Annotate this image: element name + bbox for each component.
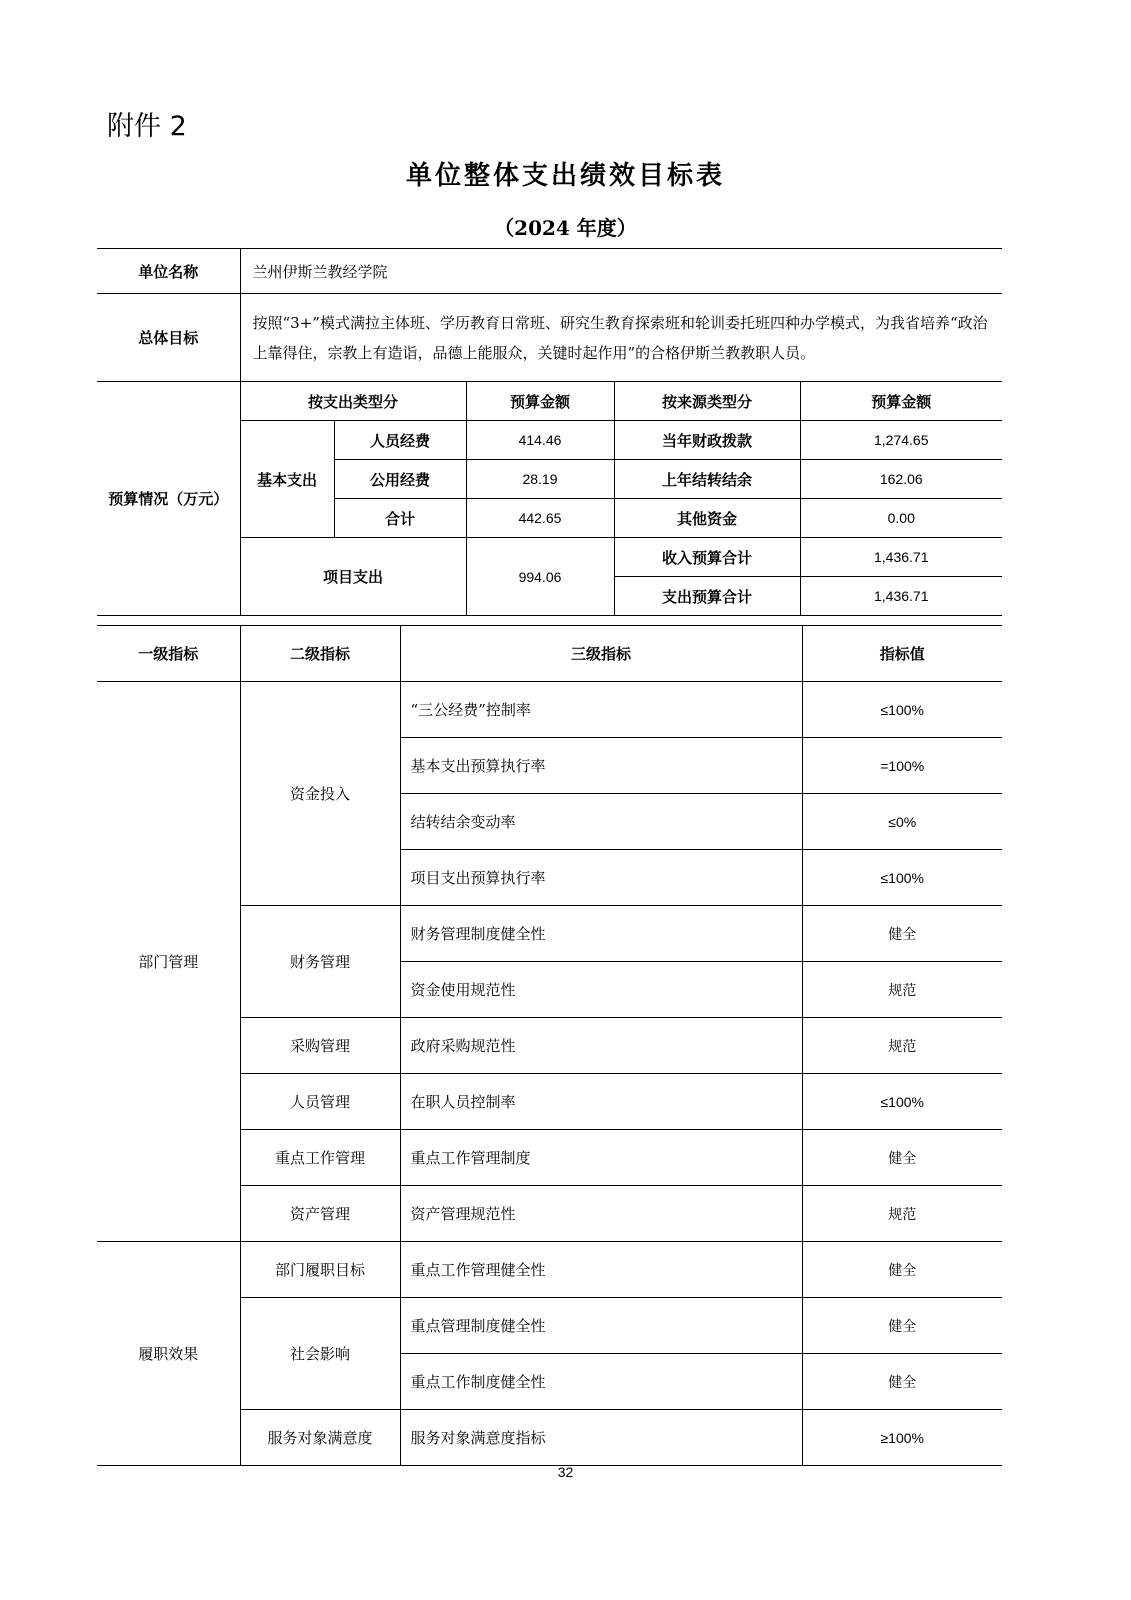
level2-indicator: 服务对象满意度 (240, 1410, 400, 1466)
level2-indicator: 人员管理 (240, 1074, 400, 1130)
personnel-expense-value: 414.46 (466, 421, 614, 460)
expense-amount-header: 预算金额 (466, 382, 614, 421)
source-label: 上年结转结余 (614, 460, 800, 499)
level2-indicator: 部门履职目标 (240, 1242, 400, 1298)
source-label: 其他资金 (614, 499, 800, 538)
level2-indicator: 资产管理 (240, 1186, 400, 1242)
source-value: 1,436.71 (800, 538, 1002, 577)
year-label: （2024 年度） (494, 216, 637, 240)
indicator-value: 健全 (802, 1242, 1002, 1298)
source-value: 1,436.71 (800, 577, 1002, 616)
public-expense-value: 28.19 (466, 460, 614, 499)
indicator-value: 规范 (802, 1018, 1002, 1074)
attachment-label: 附件 2 (107, 111, 187, 142)
unit-name-label: 单位名称 (97, 249, 240, 294)
page-title: 单位整体支出绩效目标表 (405, 161, 725, 191)
source-label: 当年财政拨款 (614, 421, 800, 460)
indicator-value: 健全 (802, 1354, 1002, 1410)
budget-section-label: 预算情况（万元） (97, 382, 240, 616)
indicator-value: 健全 (802, 1298, 1002, 1354)
header-level3: 三级指标 (400, 626, 802, 682)
source-value: 1,274.65 (800, 421, 1002, 460)
source-label: 收入预算合计 (614, 538, 800, 577)
indicator-value: ≤100% (802, 850, 1002, 906)
budget-summary-table (97, 248, 1002, 616)
source-label: 支出预算合计 (614, 577, 800, 616)
indicator-row (97, 1242, 1002, 1298)
level3-indicator: 项目支出预算执行率 (400, 850, 802, 906)
level3-indicator: 政府采购规范性 (400, 1018, 802, 1074)
indicator-row (97, 682, 1002, 738)
level3-indicator: 基本支出预算执行率 (400, 738, 802, 794)
indicator-value: ≤100% (802, 682, 1002, 738)
source-value: 0.00 (800, 499, 1002, 538)
header-level1: 一级指标 (97, 626, 240, 682)
level3-indicator: 重点工作制度健全性 (400, 1354, 802, 1410)
project-expense-label: 项目支出 (240, 538, 466, 616)
level3-indicator: 财务管理制度健全性 (400, 906, 802, 962)
level3-indicator: 在职人员控制率 (400, 1074, 802, 1130)
level1-indicator: 部门管理 (97, 682, 240, 1242)
level3-indicator: 资金使用规范性 (400, 962, 802, 1018)
source-amount-header: 预算金额 (800, 382, 1002, 421)
level3-indicator: 重点工作管理制度 (400, 1130, 802, 1186)
level2-indicator: 重点工作管理 (240, 1130, 400, 1186)
level3-indicator: 资产管理规范性 (400, 1186, 802, 1242)
subtotal-value: 442.65 (466, 499, 614, 538)
level2-indicator: 社会影响 (240, 1298, 400, 1410)
level3-indicator: 服务对象满意度指标 (400, 1410, 802, 1466)
unit-name-value: 兰州伊斯兰教经学院 (240, 249, 1002, 294)
indicator-value: 规范 (802, 1186, 1002, 1242)
indicator-value: 健全 (802, 1130, 1002, 1186)
by-expense-type-header: 按支出类型分 (240, 382, 466, 421)
level3-indicator: 重点工作管理健全性 (400, 1242, 802, 1298)
level2-indicator: 采购管理 (240, 1018, 400, 1074)
indicator-value: 规范 (802, 962, 1002, 1018)
subtotal-label: 合计 (334, 499, 466, 538)
overall-goal-label: 总体目标 (97, 294, 240, 382)
public-expense-label: 公用经费 (334, 460, 466, 499)
indicator-table (97, 625, 1002, 1466)
indicator-value: ≥100% (802, 1410, 1002, 1466)
basic-expense-label: 基本支出 (240, 421, 334, 538)
indicator-value: ≤0% (802, 794, 1002, 850)
page-number: 32 (557, 1464, 574, 1480)
header-value: 指标值 (802, 626, 1002, 682)
by-source-type-header: 按来源类型分 (614, 382, 800, 421)
header-level2: 二级指标 (240, 626, 400, 682)
level3-indicator: 重点管理制度健全性 (400, 1298, 802, 1354)
level1-indicator: 履职效果 (97, 1242, 240, 1466)
level3-indicator: “三公经费”控制率 (400, 682, 802, 738)
level2-indicator: 财务管理 (240, 906, 400, 1018)
source-value: 162.06 (800, 460, 1002, 499)
indicator-value: =100% (802, 738, 1002, 794)
level3-indicator: 结转结余变动率 (400, 794, 802, 850)
personnel-expense-label: 人员经费 (334, 421, 466, 460)
indicator-value: 健全 (802, 906, 1002, 962)
level2-indicator: 资金投入 (240, 682, 400, 906)
project-expense-value: 994.06 (466, 538, 614, 616)
indicator-value: ≤100% (802, 1074, 1002, 1130)
overall-goal-text: 按照“3+”模式满拉主体班、学历教育日常班、研究生教育探索班和轮训委托班四种办学模式，为我省培养“政治上靠得住，宗教上有造诣，品德上能服众，关键时起作用”的合格伊斯兰教教职人员。 (240, 294, 1002, 382)
